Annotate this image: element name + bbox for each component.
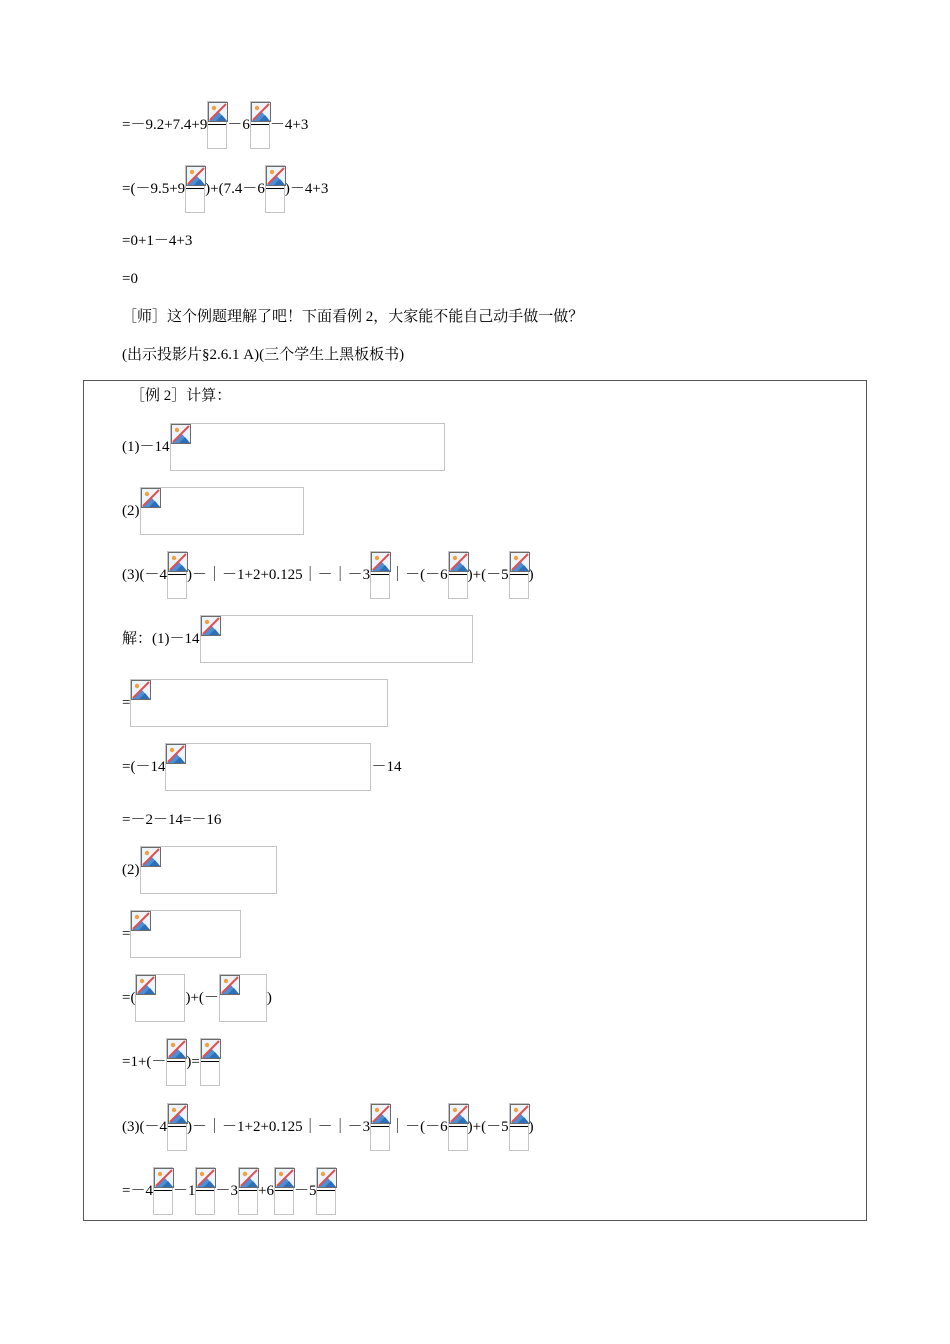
fraction-image bbox=[448, 1103, 468, 1151]
text: (3)(－4 bbox=[122, 1119, 167, 1135]
broken-image-icon bbox=[251, 102, 271, 122]
expression-image bbox=[140, 487, 304, 535]
expression-image bbox=[200, 615, 473, 663]
text: =(－9.5+9 bbox=[122, 181, 186, 197]
text: ｜－(－6 bbox=[390, 1119, 448, 1135]
broken-image-icon bbox=[201, 1039, 221, 1059]
text: －3 bbox=[215, 1183, 238, 1199]
text: )+(－5 bbox=[467, 567, 509, 583]
fraction-image bbox=[250, 101, 270, 149]
expression-image bbox=[130, 679, 388, 727]
text: )－4+3 bbox=[284, 181, 329, 197]
text: (2) bbox=[122, 862, 140, 878]
broken-image-icon bbox=[141, 847, 161, 867]
broken-image-icon bbox=[168, 1104, 188, 1124]
text: －14 bbox=[371, 759, 402, 775]
expression-image bbox=[130, 910, 241, 958]
fraction-image bbox=[274, 1167, 294, 1215]
broken-image-icon bbox=[201, 616, 221, 636]
fraction-image bbox=[316, 1167, 336, 1215]
projector-note: (出示投影片§2.6.1 A)(三个学生上黑板板书) bbox=[122, 347, 405, 363]
solution-7 bbox=[122, 974, 272, 1022]
fraction-image bbox=[509, 1103, 529, 1151]
broken-image-icon bbox=[449, 1104, 469, 1124]
text: = bbox=[122, 926, 131, 942]
solution-10 bbox=[122, 1167, 336, 1215]
fraction-image bbox=[167, 1103, 187, 1151]
expression-image bbox=[170, 423, 445, 471]
solution-5 bbox=[122, 846, 277, 894]
question-1 bbox=[122, 423, 445, 471]
broken-image-icon bbox=[196, 1168, 216, 1188]
equation-line-1 bbox=[122, 101, 308, 149]
fraction-image bbox=[238, 1167, 258, 1215]
solution-3 bbox=[122, 743, 401, 791]
equation-line-4: =0 bbox=[122, 271, 138, 287]
broken-image-icon bbox=[317, 1168, 337, 1188]
broken-image-icon bbox=[266, 166, 286, 186]
solution-2 bbox=[122, 679, 388, 727]
fraction-image bbox=[167, 551, 187, 599]
solution-1 bbox=[122, 615, 473, 663]
text: )－｜－1+2+0.125｜－｜－3 bbox=[187, 567, 371, 583]
equation-line-3: =0+1－4+3 bbox=[122, 233, 193, 249]
text: )= bbox=[186, 1054, 200, 1070]
text: (3)(－4 bbox=[122, 567, 167, 583]
broken-image-icon bbox=[275, 1168, 295, 1188]
example-title: ［例 2］计算： bbox=[130, 388, 232, 404]
solution-8 bbox=[122, 1038, 220, 1086]
broken-image-icon bbox=[131, 680, 151, 700]
text: )－｜－1+2+0.125｜－｜－3 bbox=[187, 1119, 371, 1135]
text: )+(7.4－6 bbox=[205, 181, 265, 197]
broken-image-icon bbox=[220, 975, 240, 995]
text: ｜－(－6 bbox=[390, 567, 448, 583]
text: (1)－14 bbox=[122, 439, 170, 455]
fraction-image bbox=[166, 1038, 186, 1086]
broken-image-icon bbox=[371, 552, 391, 572]
text: =－9.2+7.4+9 bbox=[122, 117, 208, 133]
text: = bbox=[122, 695, 131, 711]
text: =－4 bbox=[122, 1183, 153, 1199]
text: ) bbox=[528, 567, 534, 583]
teacher-remark: ［师］这个例题理解了吧！下面看例 2，大家能不能自己动手做一做？ bbox=[122, 309, 584, 325]
fraction-image bbox=[509, 551, 529, 599]
text: －4+3 bbox=[269, 117, 309, 133]
text: ) bbox=[528, 1119, 534, 1135]
expression-image bbox=[135, 974, 185, 1022]
text: =( bbox=[122, 990, 136, 1006]
text: )+(－ bbox=[185, 990, 219, 1006]
text: 解：(1)－14 bbox=[122, 631, 200, 647]
broken-image-icon bbox=[154, 1168, 174, 1188]
fraction-image bbox=[185, 165, 205, 213]
broken-image-icon bbox=[449, 552, 469, 572]
broken-image-icon bbox=[510, 1104, 530, 1124]
question-2 bbox=[122, 487, 304, 535]
fraction-image bbox=[195, 1167, 215, 1215]
fraction-image bbox=[265, 165, 285, 213]
broken-image-icon bbox=[168, 552, 188, 572]
broken-image-icon bbox=[186, 166, 206, 186]
fraction-image bbox=[448, 551, 468, 599]
text: )+(－5 bbox=[467, 1119, 509, 1135]
broken-image-icon bbox=[239, 1168, 259, 1188]
broken-image-icon bbox=[131, 911, 151, 931]
broken-image-icon bbox=[371, 1104, 391, 1124]
expression-image bbox=[219, 974, 267, 1022]
broken-image-icon bbox=[171, 424, 191, 444]
fraction-image bbox=[370, 1103, 390, 1151]
text: ) bbox=[266, 990, 272, 1006]
text: －6 bbox=[227, 117, 250, 133]
broken-image-icon bbox=[510, 552, 530, 572]
broken-image-icon bbox=[166, 744, 186, 764]
text: (2) bbox=[122, 503, 140, 519]
broken-image-icon bbox=[141, 488, 161, 508]
solution-4: =－2－14=－16 bbox=[122, 812, 222, 828]
text: =(－14 bbox=[122, 759, 166, 775]
fraction-image bbox=[370, 551, 390, 599]
solution-6 bbox=[122, 910, 241, 958]
fraction-image bbox=[200, 1038, 220, 1086]
broken-image-icon bbox=[167, 1039, 187, 1059]
expression-image bbox=[140, 846, 277, 894]
text: －1 bbox=[172, 1183, 196, 1199]
expression-image bbox=[165, 743, 371, 791]
equation-line-2 bbox=[122, 165, 328, 213]
broken-image-icon bbox=[208, 102, 228, 122]
fraction-image bbox=[207, 101, 227, 149]
broken-image-icon bbox=[136, 975, 156, 995]
text: －5 bbox=[293, 1183, 317, 1199]
solution-9 bbox=[122, 1103, 534, 1151]
fraction-image bbox=[153, 1167, 173, 1215]
question-3 bbox=[122, 551, 534, 599]
text: +6 bbox=[258, 1183, 274, 1199]
text: =1+(－ bbox=[122, 1054, 167, 1070]
